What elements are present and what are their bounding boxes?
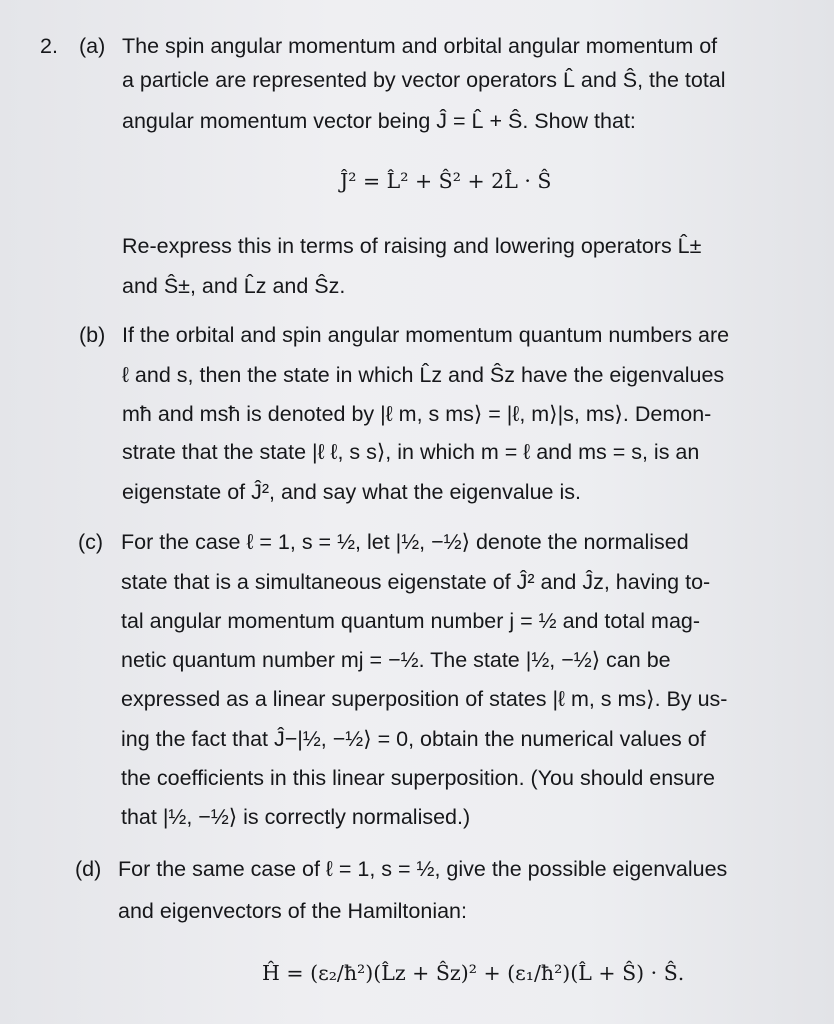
part-a-equation: Ĵ² = L̂² + Ŝ² + 2L̂ · Ŝ [340, 169, 552, 193]
part-c-line-1: For the case ℓ = 1, s = ½, let |½, −½⟩ denote the normalised [121, 530, 689, 554]
part-a-line-2: a particle are represented by vector operators L̂ and Ŝ, the total [122, 68, 726, 92]
part-c-line-2: state that is a simultaneous eigenstate of Ĵ² and Ĵz, having to- [121, 570, 711, 594]
part-b-line-2: ℓ and s, then the state in which L̂z and Ŝz have the eigenvalues [122, 363, 725, 387]
part-a-line-4: Re-express this in terms of raising and lowering operators L̂± [122, 234, 702, 258]
part-b-line-1: If the orbital and spin angular momentum quantum numbers are [122, 323, 730, 347]
problem-number: 2. [40, 34, 58, 58]
part-c-line-6: ing the fact that Ĵ−|½, −½⟩ = 0, obtain the numerical values of [121, 727, 706, 751]
part-d-line-2: and eigenvectors of the Hamiltonian: [118, 899, 467, 923]
part-c-line-3: tal angular momentum quantum number j = ½ and total mag- [121, 609, 701, 633]
part-a-line-1: The spin angular momentum and orbital angular momentum of [122, 34, 718, 58]
part-d-equation: Ĥ = (ε₂/ħ²)(L̂z + Ŝz)² + (ε₁/ħ²)(L̂ + Ŝ) · Ŝ. [262, 961, 685, 985]
part-c-label: (c) [78, 530, 104, 554]
part-c-line-8: that |½, −½⟩ is correctly normalised.) [121, 805, 471, 829]
part-c-line-5: expressed as a linear superposition of states |ℓ m, s ms⟩. By us- [121, 687, 728, 711]
part-a-line-3: angular momentum vector being Ĵ = L̂ + Ŝ. Show that: [122, 109, 636, 133]
part-d-label: (d) [75, 857, 102, 881]
part-a-line-5: and Ŝ±, and L̂z and Ŝz. [122, 274, 346, 298]
part-b-line-3: mħ and msħ is denoted by |ℓ m, s ms⟩ = |ℓ, m⟩|s, ms⟩. Demon- [122, 402, 712, 426]
part-c-line-7: the coefficients in this linear superposition. (You should ensure [121, 766, 716, 790]
part-b-line-4: strate that the state |ℓ ℓ, s s⟩, in which m = ℓ and ms = s, is an [122, 440, 700, 464]
part-a-label: (a) [79, 34, 106, 58]
part-b-line-5: eigenstate of Ĵ², and say what the eigenvalue is. [122, 480, 581, 504]
part-b-label: (b) [79, 323, 106, 347]
part-c-line-4: netic quantum number mj = −½. The state |½, −½⟩ can be [121, 648, 671, 672]
part-d-line-1: For the same case of ℓ = 1, s = ½, give the possible eigenvalues [118, 857, 728, 881]
